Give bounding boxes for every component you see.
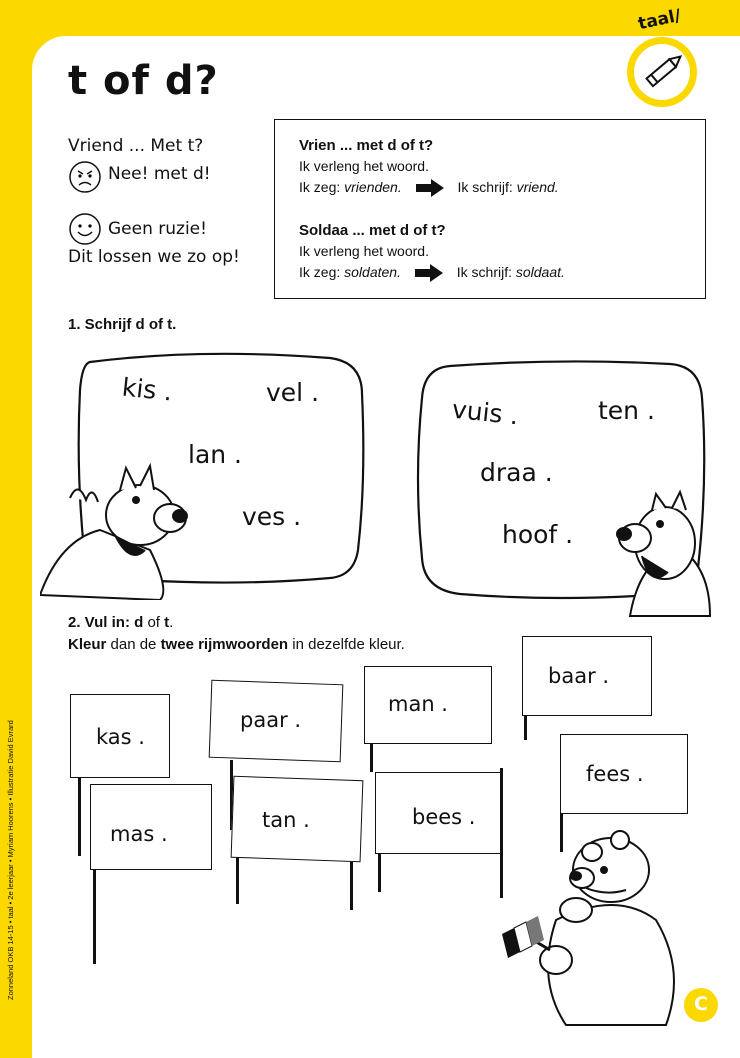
- rule-2-write-word: soldaat.: [515, 264, 565, 280]
- dialogue-line-3: Geen ruzie!: [108, 219, 207, 239]
- flag-pole: [93, 864, 96, 964]
- pencil-badge-icon: [626, 36, 698, 108]
- bubble-word: ves .: [242, 502, 302, 531]
- belgian-flag-icon: [502, 916, 544, 958]
- bubble-word: draa .: [480, 458, 553, 487]
- happy-face-icon: [68, 212, 102, 246]
- rule-1-heading: Vrien ... met d of t?: [299, 137, 434, 154]
- flag-word: tan .: [262, 808, 310, 832]
- flag-word: bees .: [412, 805, 476, 829]
- credit-line: Zonneland OKB 14-15 • taal • 2e leerjaar • Myriam Hoorens • Illustratie David Evrard: [6, 720, 15, 1000]
- angry-face-icon: [68, 160, 102, 194]
- flag-pole: [78, 776, 81, 856]
- dialogue-line-1: Vriend ... Met t?: [68, 136, 204, 156]
- arrow-right-icon: [415, 264, 443, 282]
- rule-2-say-word: soldaten.: [344, 264, 401, 280]
- rule-2-write-prefix: Ik schrijf:: [456, 264, 516, 280]
- page-title: t of d?: [68, 58, 219, 104]
- bubble-word: lan .: [188, 440, 243, 469]
- rule-block-2: [299, 220, 565, 283]
- flag-word: mas .: [110, 822, 168, 846]
- rule-1-say-word: vrienden.: [344, 179, 402, 195]
- rule-block-1: [299, 135, 559, 198]
- arrow-right-icon: [416, 179, 444, 197]
- flag-pole: [370, 742, 373, 772]
- rule-1-line: Ik verleng het woord.: [299, 158, 429, 174]
- rule-box: [274, 119, 706, 299]
- flag-word: baar .: [548, 664, 610, 688]
- rule-1-say-prefix: Ik zeg:: [299, 179, 345, 195]
- flag-pole: [236, 854, 239, 904]
- subject-label: taal/: [636, 5, 683, 35]
- flag-word: fees .: [586, 762, 644, 786]
- speech-bubble-left: [40, 350, 370, 600]
- exercise-2-title: 2. Vul in: d of t. Kleur dan de twee rijmwoorden in dezelfde kleur.: [68, 614, 405, 653]
- bubble-word: vuis .: [450, 394, 520, 431]
- flag-word: kas .: [96, 725, 145, 749]
- bubble-word: kis .: [120, 372, 174, 407]
- bubble-word: hoof .: [502, 520, 574, 549]
- bear-illustration: [496, 830, 686, 1030]
- rule-2-line: Ik verleng het woord.: [299, 243, 429, 259]
- bubble-word: vel .: [266, 378, 320, 407]
- flag-word: man .: [388, 692, 448, 716]
- dialogue-line-4: Dit lossen we zo op!: [68, 247, 240, 267]
- flag-word: paar .: [240, 708, 302, 732]
- rule-2-heading: Soldaa ... met d of t?: [299, 222, 446, 239]
- dialogue-line-2: Nee! met d!: [108, 164, 211, 184]
- rule-1-write-prefix: Ik schrijf:: [457, 179, 517, 195]
- rule-2-say-prefix: Ik zeg:: [299, 264, 345, 280]
- rule-1-write-word: vriend.: [516, 179, 559, 195]
- bubble-word: ten .: [598, 396, 655, 425]
- exercise-1-title: 1. Schrijf d of t.: [68, 316, 177, 333]
- flag-pole: [378, 852, 381, 892]
- page-letter-badge: C: [684, 988, 718, 1022]
